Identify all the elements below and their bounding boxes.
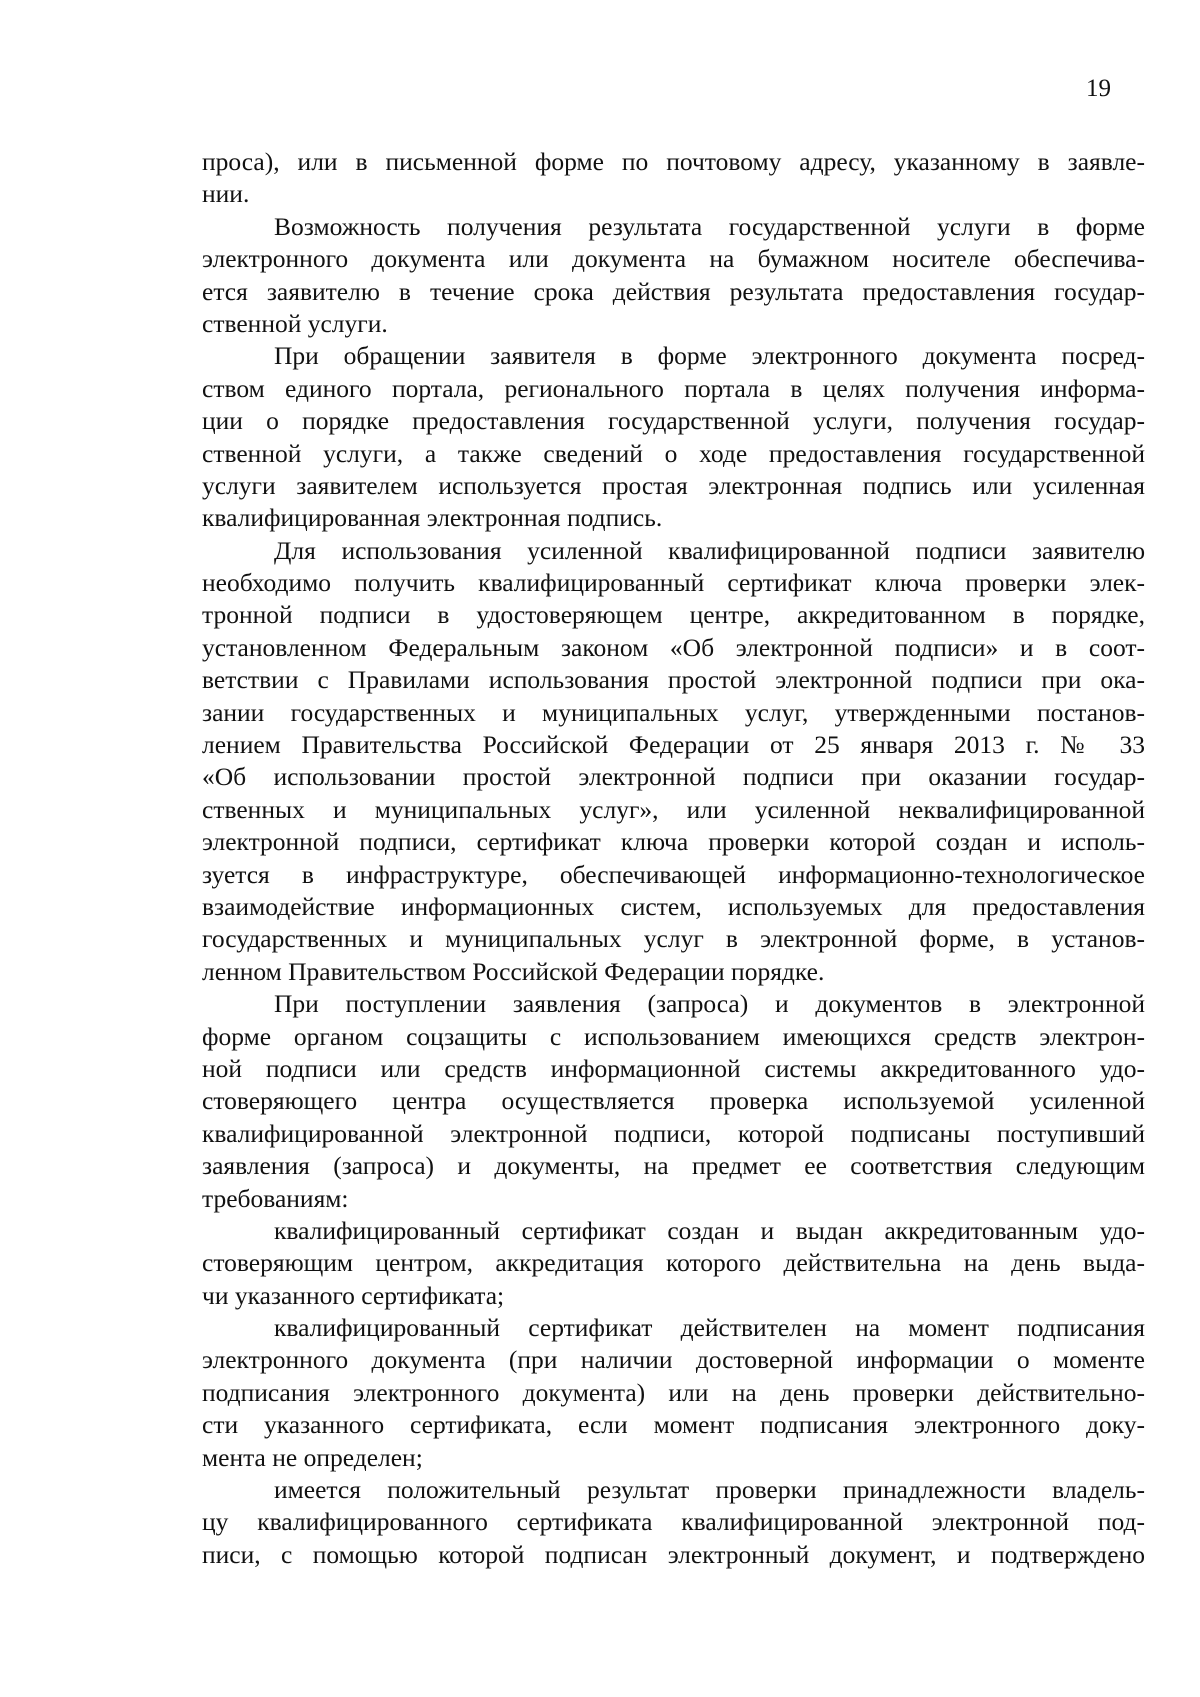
text-line: заявления (запроса) и документы, на предмет ее соответствия следующим	[202, 1151, 1145, 1181]
text-line: установленном Федеральным законом «Об электронной подписи» и в соот-	[202, 632, 1145, 662]
text-line: квалифицированный сертификат создан и выдан аккредитованным удо-	[274, 1215, 1145, 1245]
text-line: стоверяющим центром, аккредитация которого действительна на день выда-	[202, 1248, 1145, 1278]
text-line: зуется в инфраструктуре, обеспечивающей информационно-технологическое	[202, 859, 1145, 889]
text-line: «Об использовании простой электронной подписи при оказании государ-	[202, 762, 1145, 792]
text-line: требованиям:	[202, 1183, 349, 1213]
paragraph	[202, 340, 1145, 534]
text-line: квалифицированная электронная подпись.	[202, 503, 663, 533]
text-line: услуги заявителем используется простая электронная подпись или усиленная	[202, 470, 1145, 500]
paragraph	[202, 1474, 1145, 1571]
text-line: лением Правительства Российской Федерации от 25 января 2013 г. № 33	[202, 730, 1145, 760]
text-line: чи указанного сертификата;	[202, 1280, 505, 1310]
text-line: квалифицированный сертификат действителен на момент подписания	[274, 1313, 1145, 1343]
text-line: сти указанного сертификата, если момент подписания электронного доку-	[202, 1410, 1145, 1440]
text-line: При обращении заявителя в форме электронного документа посред-	[274, 341, 1145, 371]
text-line: ственных и муниципальных услуг», или усиленной неквалифицированной	[202, 794, 1145, 824]
text-line: зании государственных и муниципальных услуг, утвержденными постанов-	[202, 697, 1145, 727]
text-line: тронной подписи в удостоверяющем центре, аккредитованном в порядке,	[202, 600, 1145, 630]
text-line: государственных и муниципальных услуг в электронной форме, в установ-	[202, 924, 1145, 954]
text-line: мента не определен;	[202, 1442, 423, 1472]
text-line: электронного документа (при наличии достоверной информации о моменте	[202, 1345, 1145, 1375]
text-line: необходимо получить квалифицированный сертификат ключа проверки элек-	[202, 568, 1145, 598]
text-line: взаимодействие информационных систем, используемых для предоставления	[202, 891, 1145, 921]
paragraph	[202, 146, 1145, 211]
text-line: проса), или в письменной форме по почтовому адресу, указанному в заявле-	[202, 147, 1145, 176]
paragraph	[202, 1312, 1145, 1474]
text-line: Для использования усиленной квалифицированной подписи заявителю	[274, 535, 1145, 565]
text-line: нии.	[202, 179, 250, 209]
text-line: стоверяющего центра осуществляется проверка используемой усиленной	[202, 1086, 1145, 1116]
text-line: ветствии с Правилами использования простой электронной подписи при ока-	[202, 665, 1145, 695]
page-number: 19	[1086, 75, 1111, 102]
text-line: При поступлении заявления (запроса) и документов в электронной	[274, 989, 1145, 1019]
text-line: цу квалифицированного сертификата квалифицированной электронной под-	[202, 1507, 1145, 1537]
text-line: ленном Правительством Российской Федерации порядке.	[202, 956, 825, 986]
text-line: форме органом соцзащиты с использованием имеющихся средств электрон-	[202, 1021, 1145, 1051]
text-line: ственной услуги, а также сведений о ходе предоставления государственной	[202, 438, 1145, 468]
text-line: писи, с помощью которой подписан электронный документ, и подтверждено	[202, 1539, 1145, 1569]
text-line: ной подписи или средств информационной системы аккредитованного удо-	[202, 1053, 1145, 1083]
text-line: Возможность получения результата государственной услуги в форме	[274, 211, 1145, 241]
paragraph	[202, 988, 1145, 1215]
text-line: подписания электронного документа) или на день проверки действительно-	[202, 1377, 1145, 1407]
text-line: ственной услуги.	[202, 308, 388, 338]
text-line: ством единого портала, регионального портала в целях получения информа-	[202, 373, 1145, 403]
text-line: квалифицированной электронной подписи, которой подписаны поступивший	[202, 1118, 1145, 1148]
document-body	[202, 146, 1145, 1571]
paragraph	[202, 535, 1145, 988]
text-line: электронного документа или документа на бумажном носителе обеспечива-	[202, 244, 1145, 274]
paragraph	[202, 211, 1145, 341]
text-line: электронной подписи, сертификат ключа проверки которой создан и исполь-	[202, 827, 1145, 857]
text-line: ется заявителю в течение срока действия результата предоставления государ-	[202, 276, 1145, 306]
text-line: имеется положительный результат проверки принадлежности владель-	[274, 1475, 1145, 1505]
paragraph	[202, 1215, 1145, 1312]
text-line: ции о порядке предоставления государственной услуги, получения государ-	[202, 406, 1145, 436]
